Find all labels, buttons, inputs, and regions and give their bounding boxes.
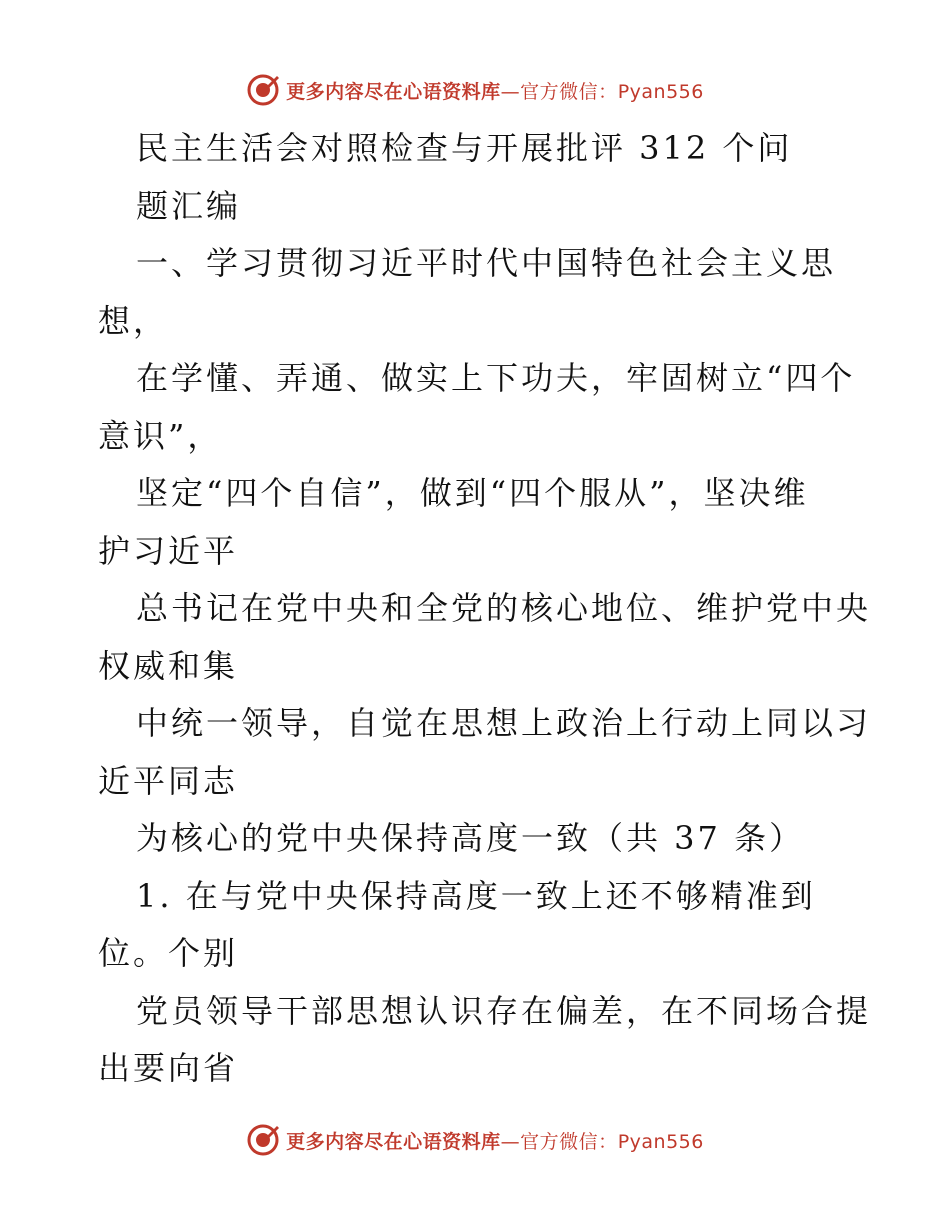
text-line: 为核心的党中央保持高度一致（共 37 条） [136,819,805,857]
text-line: 党员领导干部思想认识存在偏差，在不同场合提 [136,991,872,1030]
text-line: 护习近平 [98,531,239,570]
text-line: 出要向省 [98,1049,239,1087]
text-line: 坚定“四个自信”，做到“四个服从”，坚决维 [136,474,809,512]
text-line: 位。个别 [98,934,239,972]
text-line: 中统一领导，自觉在思想上政治上行动上同以习 [136,704,872,742]
title-line-2: 题汇编 [136,186,242,225]
footer-watermark [0,1120,950,1160]
text-line: 意识”， [98,416,223,455]
text-line: 在学懂、弄通、做实上下功夫，牢固树立“四个 [136,359,856,397]
text-line: 1. 在与党中央保持高度一致上还不够精准到 [136,876,816,915]
header-watermark-text: 更多内容尽在心语资料库—官方微信：Pyan556 [286,80,704,103]
header-watermark [0,70,950,110]
title-line-1: 民主生活会对照检查与开展批评 312 个问 [136,129,793,167]
text-line: 想， [98,301,169,340]
document-body [98,120,872,1098]
text-line: 总书记在党中央和全党的核心地位、维护党中央 [136,589,872,627]
pen-logo-icon [246,1123,280,1157]
pen-logo-icon [246,73,280,107]
text-line: 一、学习贯彻习近平时代中国特色社会主义思 [136,244,837,282]
text-line: 近平同志 [98,761,239,800]
text-line: 权威和集 [98,646,239,685]
footer-watermark-text: 更多内容尽在心语资料库—官方微信：Pyan556 [286,1130,704,1153]
